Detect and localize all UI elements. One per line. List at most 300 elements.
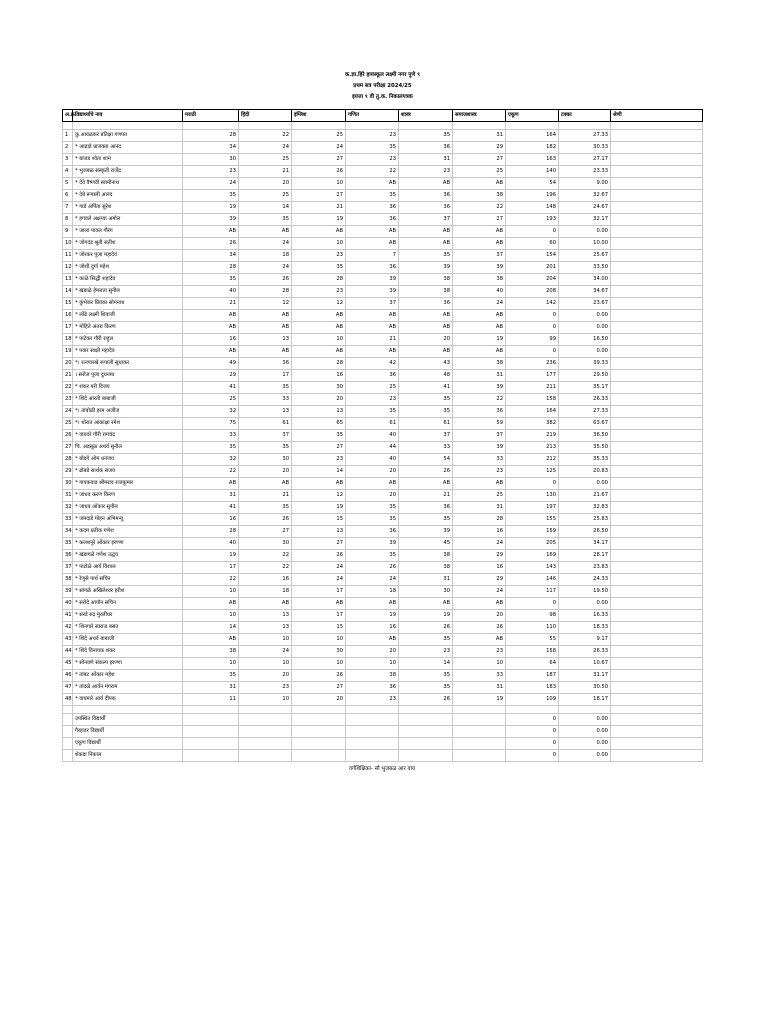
summary-total: 0 — [506, 726, 559, 738]
grade-cell — [611, 550, 703, 562]
student-row — [63, 358, 703, 370]
serial-number: 37 — [63, 562, 73, 574]
mark-cell: 10 — [346, 658, 399, 670]
mark-cell: AB — [399, 322, 453, 334]
mark-cell: 13 — [239, 406, 292, 418]
mark-cell: 31 — [399, 574, 453, 586]
student-row — [63, 382, 703, 394]
student-row — [63, 430, 703, 442]
student-name: * गायकवाड श्रीमराव राजकुमार — [73, 478, 183, 490]
mark-cell: 13 — [239, 610, 292, 622]
mark-cell: 182 — [506, 142, 559, 154]
mark-cell: 23 — [292, 454, 346, 466]
grade-cell — [611, 226, 703, 238]
mark-cell: 21 — [399, 490, 453, 502]
mark-cell: 14 — [183, 622, 239, 634]
mark-cell: 39 — [453, 262, 506, 274]
mark-cell: 212 — [506, 454, 559, 466]
mark-cell: 27 — [239, 526, 292, 538]
mark-cell: 30 — [183, 154, 239, 166]
mark-cell: 22 — [346, 166, 399, 178]
mark-cell: AB — [453, 226, 506, 238]
mark-cell: 28 — [183, 130, 239, 142]
student-row — [63, 346, 703, 358]
mark-cell: 36 — [399, 142, 453, 154]
mark-cell: AB — [453, 634, 506, 646]
student-row — [63, 526, 703, 538]
mark-cell: 0.00 — [559, 346, 611, 358]
mark-cell: 148 — [506, 202, 559, 214]
student-row — [63, 586, 703, 598]
mark-cell: 31 — [399, 154, 453, 166]
mark-cell: 19 — [183, 550, 239, 562]
mark-cell: 40 — [183, 286, 239, 298]
grade-cell — [611, 310, 703, 322]
student-name: * वाघमारे आर्य दीपक — [73, 694, 183, 706]
mark-cell: AB — [183, 346, 239, 358]
mark-cell: 35 — [183, 442, 239, 454]
grade-cell — [611, 286, 703, 298]
mark-cell: 155 — [506, 514, 559, 526]
mark-cell: AB — [453, 310, 506, 322]
student-name: *। रत्नपारखे रूपाली सुधाकर — [73, 358, 183, 370]
mark-cell: 35 — [399, 406, 453, 418]
mark-cell: 10 — [292, 634, 346, 646]
grade-cell — [611, 682, 703, 694]
student-row — [63, 574, 703, 586]
mark-cell: 0.00 — [559, 598, 611, 610]
mark-cell: 32.67 — [559, 190, 611, 202]
mark-cell: 25.67 — [559, 250, 611, 262]
serial-number: 4 — [63, 166, 73, 178]
mark-cell: 10 — [292, 658, 346, 670]
serial-number: 27 — [63, 442, 73, 454]
mark-cell: 39 — [453, 382, 506, 394]
mark-cell: 26 — [292, 670, 346, 682]
mark-cell: 36 — [239, 358, 292, 370]
mark-cell: 38 — [453, 190, 506, 202]
grade-cell — [611, 430, 703, 442]
mark-cell: 28.17 — [559, 550, 611, 562]
mark-cell: 16 — [183, 514, 239, 526]
serial-number: 9 — [63, 226, 73, 238]
serial-number: 40 — [63, 598, 73, 610]
serial-number: 30 — [63, 478, 73, 490]
mark-cell: 0 — [506, 598, 559, 610]
mark-cell: 38 — [346, 670, 399, 682]
mark-cell: 22 — [239, 130, 292, 142]
mark-cell: 183 — [506, 682, 559, 694]
mark-cell: 35 — [239, 214, 292, 226]
mark-cell: 33 — [399, 442, 453, 454]
mark-cell: 35 — [346, 190, 399, 202]
column-header: एकूण — [506, 110, 559, 122]
grade-cell — [611, 250, 703, 262]
mark-cell: 43 — [399, 358, 453, 370]
mark-cell: 236 — [506, 358, 559, 370]
mark-cell: 33 — [453, 454, 506, 466]
mark-cell: 213 — [506, 442, 559, 454]
mark-cell: 0.00 — [559, 478, 611, 490]
mark-cell: 49 — [183, 358, 239, 370]
mark-cell: 36 — [346, 370, 399, 382]
mark-cell: 16 — [292, 370, 346, 382]
mark-cell: 23 — [453, 466, 506, 478]
mark-cell: 23.33 — [559, 166, 611, 178]
mark-cell: 29.50 — [559, 370, 611, 382]
mark-cell: AB — [183, 226, 239, 238]
student-name: * सरोदे आयॉन सचिन — [73, 598, 183, 610]
serial-number: 24 — [63, 406, 73, 418]
serial-number: 25 — [63, 418, 73, 430]
mark-cell: 26.50 — [559, 526, 611, 538]
mark-cell: 38 — [453, 274, 506, 286]
grade-cell — [611, 358, 703, 370]
mark-cell: AB — [292, 346, 346, 358]
summary-label: उपस्थित विद्यार्थी — [73, 714, 183, 726]
mark-cell: 30 — [292, 646, 346, 658]
student-row — [63, 202, 703, 214]
student-row — [63, 370, 703, 382]
mark-cell: 19.50 — [559, 586, 611, 598]
mark-cell: AB — [399, 310, 453, 322]
mark-cell: 38 — [399, 286, 453, 298]
mark-cell: 26 — [399, 622, 453, 634]
mark-cell: 16 — [453, 526, 506, 538]
mark-cell: 54 — [506, 178, 559, 190]
mark-cell: 39.33 — [559, 358, 611, 370]
mark-cell: 24 — [346, 574, 399, 586]
serial-number: 32 — [63, 502, 73, 514]
mark-cell: 21 — [292, 202, 346, 214]
mark-cell: AB — [399, 598, 453, 610]
mark-cell: 31 — [453, 502, 506, 514]
grade-cell — [611, 142, 703, 154]
grade-cell — [611, 214, 703, 226]
mark-cell: 60 — [506, 238, 559, 250]
column-header: विद्यार्थ्याचे नाव — [73, 110, 183, 122]
summary-row — [63, 750, 703, 762]
mark-cell: 211 — [506, 382, 559, 394]
mark-cell: 20 — [346, 490, 399, 502]
mark-cell: 19 — [292, 502, 346, 514]
mark-cell: 75 — [183, 418, 239, 430]
student-row — [63, 658, 703, 670]
mark-cell: 45 — [399, 538, 453, 550]
mark-cell: 19 — [346, 610, 399, 622]
serial-number: 16 — [63, 310, 73, 322]
grade-cell — [611, 202, 703, 214]
student-row — [63, 262, 703, 274]
header-row — [63, 110, 703, 122]
mark-cell: 27 — [292, 190, 346, 202]
mark-cell: 36 — [346, 682, 399, 694]
serial-number: 33 — [63, 514, 73, 526]
mark-cell: 10 — [183, 586, 239, 598]
mark-cell: 35 — [183, 190, 239, 202]
mark-cell: 20.83 — [559, 466, 611, 478]
mark-cell: 35.50 — [559, 442, 611, 454]
mark-cell: 10 — [453, 658, 506, 670]
mark-cell: 34.00 — [559, 274, 611, 286]
mark-cell: 9.17 — [559, 634, 611, 646]
mark-cell: 30.50 — [559, 682, 611, 694]
grade-cell — [611, 298, 703, 310]
mark-cell: 33 — [453, 670, 506, 682]
student-row — [63, 298, 703, 310]
mark-cell: 27 — [453, 154, 506, 166]
mark-cell: AB — [239, 598, 292, 610]
grade-cell — [611, 418, 703, 430]
mark-cell: 17 — [183, 562, 239, 574]
mark-cell: 35 — [399, 130, 453, 142]
mark-cell: 219 — [506, 430, 559, 442]
student-row — [63, 622, 703, 634]
mark-cell: 41 — [399, 382, 453, 394]
mark-cell: 54 — [399, 454, 453, 466]
mark-cell: 196 — [506, 190, 559, 202]
student-row — [63, 166, 703, 178]
mark-cell: AB — [346, 478, 399, 490]
mark-cell: 0.00 — [559, 322, 611, 334]
mark-cell: 29 — [453, 550, 506, 562]
mark-cell: 117 — [506, 586, 559, 598]
mark-cell: 26 — [399, 466, 453, 478]
student-name: * तांबट ओंकार महेश — [73, 670, 183, 682]
student-row — [63, 514, 703, 526]
serial-number: 34 — [63, 526, 73, 538]
mark-cell: AB — [453, 238, 506, 250]
mark-cell: 22 — [453, 202, 506, 214]
student-row — [63, 478, 703, 490]
mark-cell: 0 — [506, 478, 559, 490]
mark-cell: 20 — [239, 670, 292, 682]
mark-cell: 24.33 — [559, 574, 611, 586]
mark-cell: 41 — [183, 502, 239, 514]
mark-cell: 35 — [399, 514, 453, 526]
student-name: * बोडगे ओम धनंजय — [73, 454, 183, 466]
grade-cell — [611, 382, 703, 394]
mark-cell: 36 — [346, 526, 399, 538]
student-name: चि. अडसूळ अथर्व सुनील — [73, 442, 183, 454]
mark-cell: 16 — [453, 562, 506, 574]
mark-cell: 158 — [506, 646, 559, 658]
serial-number: 8 — [63, 214, 73, 226]
mark-cell: 26.33 — [559, 646, 611, 658]
mark-cell: 28 — [292, 358, 346, 370]
mark-cell: 12 — [239, 298, 292, 310]
mark-cell: AB — [453, 178, 506, 190]
column-header: टक्का — [559, 110, 611, 122]
student-row — [63, 454, 703, 466]
mark-cell: 27 — [292, 154, 346, 166]
mark-cell: 28 — [183, 262, 239, 274]
mark-cell: 37 — [453, 250, 506, 262]
mark-cell: 28 — [183, 526, 239, 538]
mark-cell: 143 — [506, 562, 559, 574]
class-title: इयत्ता ९ वी तु.क. निकालपत्रक — [352, 94, 413, 100]
mark-cell: 14 — [239, 202, 292, 214]
result-sheet — [62, 70, 702, 772]
grade-cell — [611, 622, 703, 634]
school-title: क.ज्ञा.हिरे हायस्कूल लक्ष्मी नगर पुणे ९ — [345, 72, 420, 78]
mark-cell: AB — [346, 238, 399, 250]
mark-cell: 0.00 — [559, 226, 611, 238]
student-name: * गाडे अर्पिता सुरेश — [73, 202, 183, 214]
mark-cell: 25 — [239, 190, 292, 202]
mark-cell: 39 — [453, 442, 506, 454]
mark-cell: 16 — [239, 574, 292, 586]
mark-cell: 39 — [399, 526, 453, 538]
grade-cell — [611, 610, 703, 622]
student-row — [63, 418, 703, 430]
serial-number: 10 — [63, 238, 73, 250]
student-name: * मोहिते अंतरा किरण — [73, 322, 183, 334]
grade-cell — [611, 166, 703, 178]
mark-cell: 25 — [239, 154, 292, 166]
mark-cell: 35 — [399, 394, 453, 406]
mark-cell: 21.67 — [559, 490, 611, 502]
mark-cell: 197 — [506, 502, 559, 514]
student-row — [63, 154, 703, 166]
mark-cell: 24.67 — [559, 202, 611, 214]
mark-cell: AB — [399, 478, 453, 490]
student-name: * रेणुसे पार्थ सचिन — [73, 574, 183, 586]
mark-cell: 37 — [399, 214, 453, 226]
mark-cell: 27 — [292, 442, 346, 454]
student-name: * कुंभेकर प्रियंका सोमनाथ — [73, 298, 183, 310]
mark-cell: 39 — [183, 214, 239, 226]
serial-number: 42 — [63, 622, 73, 634]
mark-cell: 35 — [399, 634, 453, 646]
mark-cell: 27 — [292, 682, 346, 694]
mark-cell: 0 — [506, 310, 559, 322]
mark-cell: 7 — [346, 250, 399, 262]
summary-percent: 0.00 — [559, 714, 611, 726]
mark-cell: 26.33 — [559, 394, 611, 406]
student-name: * शिनगारे स्वराज बसंत — [73, 622, 183, 634]
mark-cell: 37 — [453, 430, 506, 442]
mark-cell: 164 — [506, 406, 559, 418]
mark-cell: 61 — [346, 418, 399, 430]
mark-cell: 22 — [239, 550, 292, 562]
student-row — [63, 394, 703, 406]
mark-cell: 10.00 — [559, 238, 611, 250]
mark-cell: 65 — [292, 418, 346, 430]
grade-cell — [611, 154, 703, 166]
mark-cell: 30 — [292, 382, 346, 394]
student-name: * जाधव करण किरण — [73, 490, 183, 502]
mark-cell: 24 — [239, 238, 292, 250]
grade-cell — [611, 598, 703, 610]
serial-number: 19 — [63, 346, 73, 358]
serial-number: 14 — [63, 286, 73, 298]
grade-cell — [611, 370, 703, 382]
mark-cell: 177 — [506, 370, 559, 382]
mark-cell: 35 — [292, 430, 346, 442]
student-row — [63, 250, 703, 262]
mark-cell: 35 — [346, 142, 399, 154]
mark-cell: 24 — [292, 562, 346, 574]
mark-cell: 31 — [183, 490, 239, 502]
mark-cell: 35 — [239, 502, 292, 514]
student-name: *। तांबोळी इरम अजीज — [73, 406, 183, 418]
mark-cell: 187 — [506, 670, 559, 682]
mark-cell: 26 — [453, 622, 506, 634]
mark-cell: 35 — [399, 670, 453, 682]
mark-cell: 32.83 — [559, 502, 611, 514]
mark-cell: AB — [346, 178, 399, 190]
mark-cell: 27.33 — [559, 406, 611, 418]
mark-cell: AB — [346, 598, 399, 610]
summary-label: गैरहजर विद्यार्थी — [73, 726, 183, 738]
mark-cell: 38 — [183, 646, 239, 658]
mark-cell: 20 — [346, 466, 399, 478]
result-table — [62, 70, 703, 762]
student-row — [63, 190, 703, 202]
serial-number: 36 — [63, 550, 73, 562]
mark-cell: AB — [399, 226, 453, 238]
mark-cell: AB — [399, 238, 453, 250]
student-name: * खंडागळे गणेश उद्धव — [73, 550, 183, 562]
mark-cell: 34.67 — [559, 286, 611, 298]
summary-total: 0 — [506, 714, 559, 726]
mark-cell: 26 — [292, 166, 346, 178]
student-row — [63, 646, 703, 658]
mark-cell: 35 — [183, 670, 239, 682]
student-row — [63, 322, 703, 334]
mark-cell: 29 — [453, 142, 506, 154]
serial-number: 6 — [63, 190, 73, 202]
serial-number: 15 — [63, 298, 73, 310]
student-name: * पाटोळे आर्य विशाल — [73, 562, 183, 574]
mark-cell: AB — [183, 634, 239, 646]
mark-cell: 61 — [239, 418, 292, 430]
mark-cell: 9.00 — [559, 178, 611, 190]
student-name: * शिंदे आरती बाबाजी — [73, 394, 183, 406]
serial-number: 20 — [63, 358, 73, 370]
mark-cell: 10 — [239, 658, 292, 670]
mark-cell: AB — [183, 322, 239, 334]
mark-cell: 11 — [183, 694, 239, 706]
mark-cell: 15 — [292, 514, 346, 526]
student-name: * शंकर परी विजय — [73, 382, 183, 394]
mark-cell: AB — [292, 598, 346, 610]
serial-number: 47 — [63, 682, 73, 694]
student-row — [63, 226, 703, 238]
serial-number: 11 — [63, 250, 73, 262]
mark-cell: AB — [183, 310, 239, 322]
mark-cell: 31 — [453, 682, 506, 694]
mark-cell: 35 — [346, 514, 399, 526]
mark-cell: 23 — [183, 166, 239, 178]
mark-cell: 201 — [506, 262, 559, 274]
serial-number: 21 — [63, 370, 73, 382]
mark-cell: 23 — [346, 130, 399, 142]
student-name: * जोरकर पूजा महादेव — [73, 250, 183, 262]
student-name: * पवार साक्षी महादेव — [73, 346, 183, 358]
grade-cell — [611, 346, 703, 358]
mark-cell: 19 — [292, 214, 346, 226]
mark-cell: AB — [239, 322, 292, 334]
student-name: * वाघदरे गौरी रामचंद्र — [73, 430, 183, 442]
student-row — [63, 406, 703, 418]
mark-cell: AB — [239, 226, 292, 238]
mark-cell: 22 — [239, 562, 292, 574]
student-name: * भुजबळ संस्कृती राजेंद्र — [73, 166, 183, 178]
mark-cell: 44 — [346, 442, 399, 454]
mark-cell: 18 — [239, 250, 292, 262]
